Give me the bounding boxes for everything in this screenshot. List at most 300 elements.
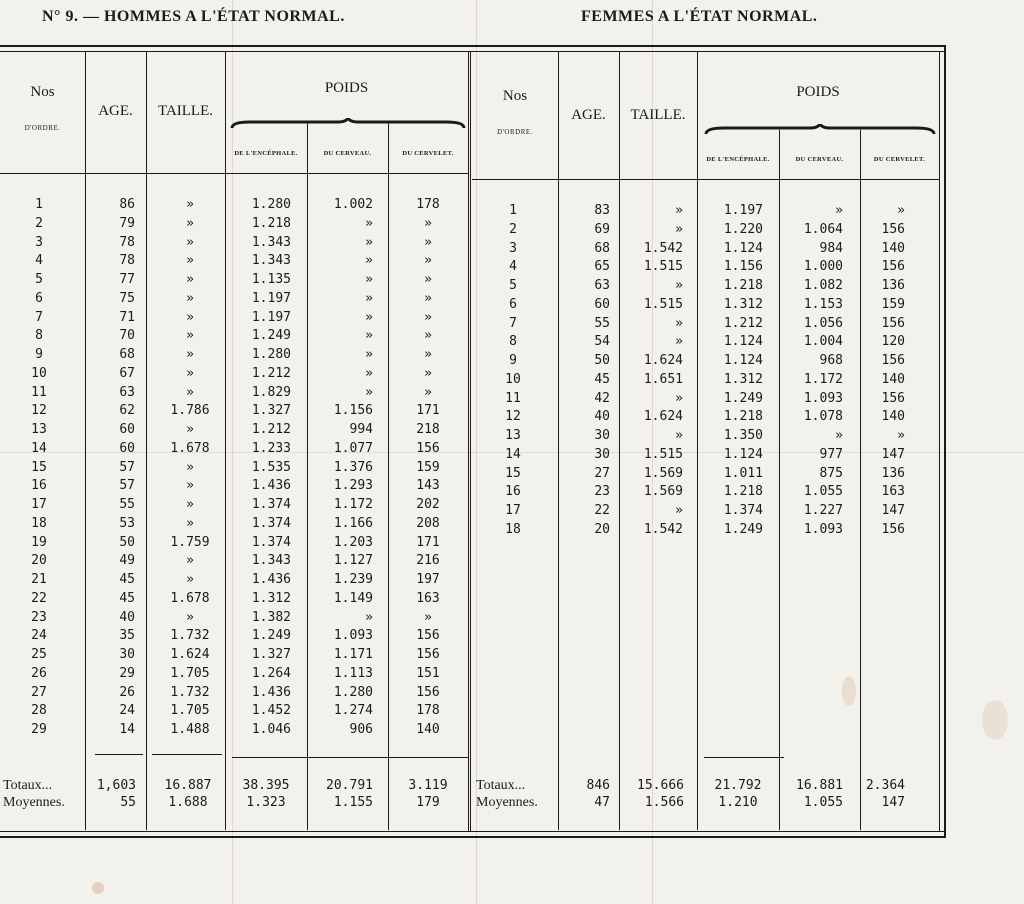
table-cell: 24 <box>119 703 135 719</box>
table-cell: » <box>186 215 194 231</box>
table-cell: » <box>897 203 905 218</box>
table-cell: » <box>835 203 843 218</box>
table-cell: 78 <box>119 253 135 269</box>
table-cell: 1.452 <box>251 703 291 719</box>
table-cell: 1.077 <box>333 440 373 456</box>
table-cell: 1.212 <box>251 422 291 437</box>
table-cell: 1.156 <box>333 403 373 419</box>
table-cell: 159 <box>416 459 440 475</box>
table-cell: 50 <box>594 353 610 368</box>
column-cerveau <box>779 202 843 540</box>
table-cell: » <box>365 347 373 362</box>
table-cell: 23 <box>31 609 47 625</box>
table-cell: 1.124 <box>723 353 763 368</box>
table-cell: » <box>675 428 683 443</box>
table-cell: 1.759 <box>170 534 210 550</box>
column-encephale <box>225 196 291 740</box>
table-cell: 1.535 <box>251 459 291 475</box>
table-cell: 1.124 <box>723 240 763 256</box>
table-cell: 1.203 <box>333 534 373 550</box>
table-cell: » <box>675 503 683 518</box>
totals-label: Totaux... Moyennes. <box>476 778 538 810</box>
men-table <box>0 52 470 832</box>
totals-encephale: 38.395 1.323 <box>242 778 290 810</box>
table-cell: » <box>186 272 194 287</box>
table-cell: 1.171 <box>333 647 373 662</box>
table-cell: » <box>186 197 194 212</box>
table-cell: 55 <box>594 315 610 331</box>
table-cell: 16 <box>31 478 47 494</box>
table-cell: 1.124 <box>723 334 763 350</box>
table-cell: 1.113 <box>333 665 373 681</box>
table-cell: » <box>675 315 683 331</box>
table-cell: 977 <box>819 446 843 462</box>
table-cell: 208 <box>416 515 440 531</box>
table-cell: 16 <box>505 484 521 500</box>
table-cell: 53 <box>119 515 135 531</box>
table-cell: 1.280 <box>251 197 291 212</box>
table-cell: » <box>424 609 432 625</box>
table-cell: 13 <box>505 428 521 443</box>
table-cell: 3 <box>509 240 517 256</box>
table-cell: 1.280 <box>333 684 373 700</box>
table-cell: 1.078 <box>803 409 843 425</box>
table-cell: » <box>186 290 194 306</box>
table-cell: 79 <box>119 215 135 231</box>
table-cell: » <box>365 384 373 400</box>
brace-icon <box>704 124 936 138</box>
table-cell: » <box>365 215 373 231</box>
table-cell: 60 <box>594 296 610 312</box>
table-cell: » <box>365 253 373 269</box>
table-cell: 1.249 <box>251 628 291 644</box>
table-cell: 1.436 <box>251 684 291 700</box>
table-cell: 18 <box>31 515 47 531</box>
table-cell: 147 <box>881 446 905 462</box>
table-cell: 12 <box>505 409 521 425</box>
table-cell: 1.197 <box>251 290 291 306</box>
table-cell: 20 <box>594 521 610 537</box>
table-cell: 15 <box>31 459 47 475</box>
table-cell: 163 <box>881 484 905 500</box>
table-cell: 156 <box>881 390 905 406</box>
table-cell: » <box>186 347 194 362</box>
table-cell: » <box>424 253 432 269</box>
table-cell: » <box>186 609 194 625</box>
table-cell: 1.732 <box>170 628 210 644</box>
table-cell: 1.293 <box>333 478 373 494</box>
table-cell: 60 <box>119 422 135 437</box>
table-cell: 178 <box>416 703 440 719</box>
table-cell: 1.343 <box>251 253 291 269</box>
table-cell: 1.678 <box>170 590 210 606</box>
table-cell: 156 <box>881 353 905 368</box>
table-cell: 13 <box>31 422 47 437</box>
table-cell: 77 <box>119 272 135 287</box>
table-cell: 1.542 <box>643 240 683 256</box>
table-cell: 1.264 <box>251 665 291 681</box>
table-cell: » <box>424 215 432 231</box>
table-cell: 1.212 <box>723 315 763 331</box>
table-cell: 156 <box>881 259 905 275</box>
header-encephale: DE L'ENCÉPHALE. <box>706 156 770 163</box>
table-cell: 1.233 <box>251 440 291 456</box>
table-cell: 18 <box>505 521 521 537</box>
table-cell: 29 <box>31 722 47 737</box>
table-cell: 136 <box>881 278 905 293</box>
table-cell: » <box>424 290 432 306</box>
table-cell: » <box>186 553 194 569</box>
table-cell: 1.011 <box>723 465 763 481</box>
table-cell: » <box>365 328 373 344</box>
table-cell: 15 <box>505 465 521 481</box>
column-age <box>562 202 610 540</box>
table-cell: 1.312 <box>723 371 763 387</box>
table-cell: 1.327 <box>251 647 291 662</box>
table-cell: 1.239 <box>333 572 373 587</box>
column-age <box>90 196 135 740</box>
table-cell: 50 <box>119 534 135 550</box>
table-cell: 68 <box>119 347 135 362</box>
table-cell: 1.829 <box>251 384 291 400</box>
column-num <box>494 202 532 540</box>
totals-encephale: 21.792 1.210 <box>714 778 762 810</box>
column-num <box>20 196 58 740</box>
table-cell: 140 <box>416 722 440 737</box>
table-cell: 40 <box>594 409 610 425</box>
table-cell: 1.093 <box>803 390 843 406</box>
table-cell: » <box>365 365 373 381</box>
table-cell: 4 <box>35 253 43 269</box>
header-cerveau: DU CERVEAU. <box>795 156 844 163</box>
table-cell: » <box>424 234 432 250</box>
table-cell: 22 <box>594 503 610 518</box>
table-cell: 68 <box>594 240 610 256</box>
table-cell: 1.374 <box>251 534 291 550</box>
table-cell: 69 <box>594 221 610 237</box>
table-cell: 1.515 <box>643 446 683 462</box>
table-cell: 1.093 <box>333 628 373 644</box>
table-cell: 1.515 <box>643 296 683 312</box>
table-cell: 1.218 <box>251 215 291 231</box>
table-cell: » <box>897 428 905 443</box>
table-cell: 7 <box>509 315 517 331</box>
table-cell: 22 <box>31 590 47 606</box>
table-cell: 1.002 <box>333 197 373 212</box>
table-cell: 156 <box>881 315 905 331</box>
table-cell: 1.624 <box>170 647 210 662</box>
table-cell: » <box>186 572 194 587</box>
header-taille: TAILLE. <box>630 107 686 123</box>
table-cell: 1.127 <box>333 553 373 569</box>
header-cervelet: DU CERVELET. <box>873 156 926 163</box>
table-cell: 1.624 <box>643 409 683 425</box>
table-cell: 156 <box>416 647 440 662</box>
table-cell: 1.678 <box>170 440 210 456</box>
table-cell: 1.093 <box>803 521 843 537</box>
table-cell: » <box>186 253 194 269</box>
table-cell: 171 <box>416 403 440 419</box>
table-cell: 1.705 <box>170 703 210 719</box>
table-cell: 42 <box>594 390 610 406</box>
totals-age: 846 47 <box>586 778 610 810</box>
table-cell: 1 <box>509 203 517 218</box>
header-poids: POIDS <box>324 80 369 96</box>
table-cell: 8 <box>35 328 43 344</box>
table-cell: 1.382 <box>251 609 291 625</box>
table-cell: 143 <box>416 478 440 494</box>
table-cell: 1.218 <box>723 409 763 425</box>
table-cell: 156 <box>416 628 440 644</box>
table-cell: 1.569 <box>643 465 683 481</box>
table-cell: » <box>186 478 194 494</box>
table-cell: 12 <box>31 403 47 419</box>
table-cell: 29 <box>119 665 135 681</box>
table-cell: 156 <box>416 440 440 456</box>
table-cell: 1.064 <box>803 221 843 237</box>
table-cell: 1 <box>35 197 43 212</box>
table-cell: 17 <box>505 503 521 518</box>
table-cell: 5 <box>35 272 43 287</box>
table-cell: 1.249 <box>251 328 291 344</box>
table-cell: 1.515 <box>643 259 683 275</box>
table-cell: 25 <box>31 647 47 662</box>
table-cell: 171 <box>416 534 440 550</box>
table-cell: 156 <box>881 221 905 237</box>
table-cell: 27 <box>31 684 47 700</box>
header-encephale: DE L'ENCÉPHALE. <box>234 150 298 157</box>
table-cell: 1.227 <box>803 503 843 518</box>
table-cell: 2 <box>509 221 517 237</box>
table-cell: 11 <box>505 390 521 406</box>
header-cerveau: DU CERVEAU. <box>323 150 372 157</box>
table-cell: 1.488 <box>170 722 210 737</box>
table-cell: 1.312 <box>251 590 291 606</box>
table-cell: 8 <box>509 334 517 350</box>
table-cell: » <box>365 234 373 250</box>
table-cell: 60 <box>119 440 135 456</box>
paper-stain <box>92 882 104 894</box>
table-cell: 1.280 <box>251 347 291 362</box>
table-cell: 163 <box>416 590 440 606</box>
table-cell: 9 <box>35 347 43 362</box>
table-cell: » <box>186 422 194 437</box>
table-cell: 11 <box>31 384 47 400</box>
table-cell: 7 <box>35 309 43 325</box>
table-cell: 23 <box>594 484 610 500</box>
table-cell: » <box>186 515 194 531</box>
table-cell: » <box>186 497 194 512</box>
table-cell: 30 <box>119 647 135 662</box>
table-cell: 1.376 <box>333 459 373 475</box>
table-cell: 1.218 <box>723 278 763 293</box>
table-cell: 1.374 <box>723 503 763 518</box>
table-cell: » <box>675 221 683 237</box>
table-cell: 147 <box>881 503 905 518</box>
table-cell: 62 <box>119 403 135 419</box>
women-table <box>472 52 940 832</box>
column-encephale <box>697 202 763 540</box>
table-cell: 1.249 <box>723 521 763 537</box>
table-cell: 1.436 <box>251 572 291 587</box>
table-cell: 45 <box>594 371 610 387</box>
header-num: Nos <box>502 88 528 104</box>
table-cell: » <box>835 428 843 443</box>
table-cell: 1.327 <box>251 403 291 419</box>
table-cell: 136 <box>881 465 905 481</box>
totals-cervelet: 3.119 179 <box>408 778 448 810</box>
table-cell: » <box>675 334 683 350</box>
header-age: AGE. <box>571 107 606 123</box>
column-cerveau <box>307 196 373 740</box>
table-cell: 159 <box>881 296 905 312</box>
table-cell: 67 <box>119 365 135 381</box>
table-cell: 6 <box>35 290 43 306</box>
table-cell: 45 <box>119 572 135 587</box>
table-cell: 10 <box>31 365 47 381</box>
table-cell: 140 <box>881 371 905 387</box>
table-cell: 83 <box>594 203 610 218</box>
title-women: FEMMES A L'ÉTAT NORMAL. <box>581 8 818 25</box>
table-cell: » <box>186 384 194 400</box>
totals-age: 1,603 55 <box>96 778 136 810</box>
table-cell: 1.624 <box>643 353 683 368</box>
table-cell: 1.166 <box>333 515 373 531</box>
table-cell: 1.249 <box>723 390 763 406</box>
table-cell: 1.082 <box>803 278 843 293</box>
table-cell: 151 <box>416 665 440 681</box>
table-cell: 178 <box>416 197 440 212</box>
table-cell: 984 <box>819 240 843 256</box>
table-cell: 3 <box>35 234 43 250</box>
table-cell: 14 <box>119 722 135 737</box>
table-cell: 4 <box>509 259 517 275</box>
table-cell: 1.343 <box>251 234 291 250</box>
table-cell: » <box>186 459 194 475</box>
header-num: Nos <box>30 84 55 100</box>
paper-stain <box>982 700 1008 740</box>
table-cell: 1.542 <box>643 521 683 537</box>
table-cell: » <box>675 278 683 293</box>
table-cell: 49 <box>119 553 135 569</box>
table-cell: » <box>424 365 432 381</box>
table-cell: 19 <box>31 534 47 550</box>
table-cell: 216 <box>416 553 440 569</box>
header-age: AGE. <box>98 103 133 119</box>
column-cervelet <box>388 196 468 740</box>
header-num-sub: D'ORDRE. <box>24 124 61 132</box>
table-cell: 1.000 <box>803 259 843 275</box>
table-cell: 20 <box>31 553 47 569</box>
table-cell: 28 <box>31 703 47 719</box>
table-cell: 63 <box>594 278 610 293</box>
table-cell: 1.732 <box>170 684 210 700</box>
table-cell: » <box>186 328 194 344</box>
table-cell: » <box>186 234 194 250</box>
table-cell: » <box>424 347 432 362</box>
table-cell: 1.172 <box>333 497 373 512</box>
table-cell: 1.350 <box>723 428 763 443</box>
table-cell: 26 <box>119 684 135 700</box>
table-cell: 1.149 <box>333 590 373 606</box>
table-cell: 14 <box>505 446 521 462</box>
table-cell: 140 <box>881 240 905 256</box>
table-cell: 10 <box>505 371 521 387</box>
title-men: N° 9. — HOMMES A L'ÉTAT NORMAL. <box>42 8 345 25</box>
table-cell: 1.786 <box>170 403 210 419</box>
table-cell: 17 <box>31 497 47 512</box>
table-cell: 994 <box>349 422 373 437</box>
table-cell: 1.156 <box>723 259 763 275</box>
table-cell: 120 <box>881 334 905 350</box>
table-cell: 54 <box>594 334 610 350</box>
table-cell: 63 <box>119 384 135 400</box>
table-cell: 1.124 <box>723 446 763 462</box>
table-cell: 27 <box>594 465 610 481</box>
table-cell: 1.055 <box>803 484 843 500</box>
table-cell: 1.436 <box>251 478 291 494</box>
table-cell: 906 <box>349 722 373 737</box>
table-cell: 1.153 <box>803 296 843 312</box>
table-cell: 75 <box>119 290 135 306</box>
column-taille <box>150 196 230 740</box>
totals-label: Totaux... Moyennes. <box>3 778 65 810</box>
table-cell: 40 <box>119 609 135 625</box>
table-cell: 1.220 <box>723 221 763 237</box>
table-cell: 156 <box>881 521 905 537</box>
totals-cerveau: 16.881 1.055 <box>796 778 843 810</box>
table-cell: 14 <box>31 440 47 456</box>
table-cell: 45 <box>119 590 135 606</box>
table-cell: 1.569 <box>643 484 683 500</box>
table-cell: 26 <box>31 665 47 681</box>
table-cell: 156 <box>416 684 440 700</box>
table-cell: 1.197 <box>251 309 291 325</box>
column-taille <box>622 202 683 540</box>
table-cell: » <box>424 328 432 344</box>
table-cell: » <box>365 309 373 325</box>
table-cell: 218 <box>416 422 440 437</box>
table-cell: 968 <box>819 353 843 368</box>
table-cell: 2 <box>35 215 43 231</box>
table-cell: 1.274 <box>333 703 373 719</box>
table-cell: 86 <box>119 197 135 212</box>
table-cell: » <box>424 272 432 287</box>
table-cell: 1.705 <box>170 665 210 681</box>
table-cell: » <box>365 290 373 306</box>
table-cell: 140 <box>881 409 905 425</box>
totals-taille: 16.887 1.688 <box>164 778 212 810</box>
table-cell: 1.374 <box>251 497 291 512</box>
table-cell: » <box>675 203 683 218</box>
table-cell: » <box>365 609 373 625</box>
table-cell: 1.374 <box>251 515 291 531</box>
table-cell: » <box>365 272 373 287</box>
table-cell: 57 <box>119 478 135 494</box>
table-cell: 9 <box>509 353 517 368</box>
table-cell: 35 <box>119 628 135 644</box>
table-cell: 30 <box>594 446 610 462</box>
header-num-sub: D'ORDRE. <box>497 128 533 136</box>
table-cell: 1.135 <box>251 272 291 287</box>
table-cell: 6 <box>509 296 517 312</box>
table-cell: 55 <box>119 497 135 512</box>
table-cell: 1.046 <box>251 722 291 737</box>
table-cell: 1.218 <box>723 484 763 500</box>
table-cell: » <box>675 390 683 406</box>
table-cell: 57 <box>119 459 135 475</box>
table-cell: 71 <box>119 309 135 325</box>
